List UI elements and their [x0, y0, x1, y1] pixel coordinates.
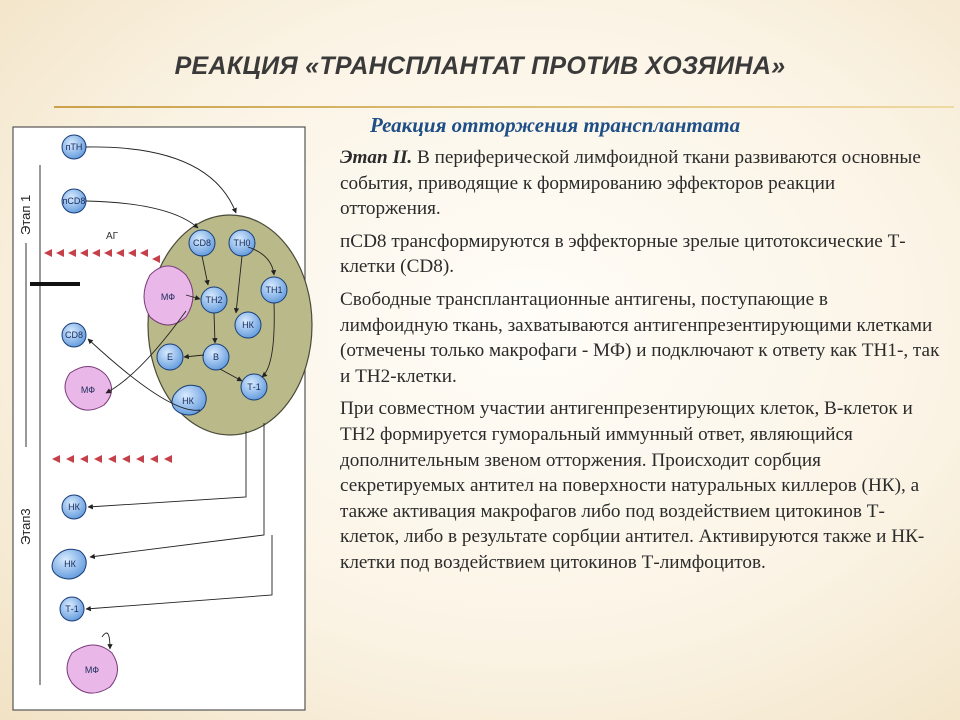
cell-label: ТН2 [205, 295, 223, 305]
cell-node-cd8 [189, 230, 215, 256]
cell-node-th0 [229, 230, 255, 256]
cell-label: Т-1 [65, 604, 79, 614]
paragraph-text: При совместном участии антигенпрезентирующих клеток, В-клеток и ТН2 формируется гуморальный иммунный ответ, являющийся дополнительным звеном отторжения. Происходит сорбция секретируемых антител на поверхности натуральных киллеров (НК), а также активация макрофагов либо под воздействием цитокинов Т-клеток, либо в результате сорбции антител. Активируются также и НК-клетки под воздействием цитокинов Т-лимфоцитов. [340, 398, 925, 573]
paragraph-cd8 [340, 229, 940, 280]
paragraph-text: В периферической лимфоидной ткани развиваются основные события, приводящие к формированию эффекторов реакции отторжения. [340, 147, 921, 220]
body-text [340, 145, 940, 583]
cell-label: НК [64, 559, 76, 569]
antigen-label: АГ [106, 231, 119, 242]
cell-label: CD8 [192, 238, 212, 248]
title-divider [54, 106, 954, 108]
cell-label: МФ [84, 665, 100, 675]
paragraph-text: пCD8 трансформируются в эффекторные зрелые цитотоксические Т-клетки (CD8). [340, 230, 906, 278]
cell-label: НК [68, 502, 80, 512]
cell-left-pcd8 [62, 189, 86, 213]
cell-label: В [212, 352, 220, 362]
immune-diagram [10, 125, 320, 715]
cell-node-e [157, 344, 183, 370]
cell-label: НК [242, 320, 254, 330]
cell-left-thn [62, 135, 86, 159]
cell-label: ТН0 [233, 238, 251, 248]
cell-label: Е [166, 352, 174, 362]
cell-label: ТН1 [265, 285, 283, 295]
cell-left-cd8 [62, 323, 86, 347]
cell-label: CD8 [64, 330, 84, 340]
paragraph-antigens [340, 287, 940, 389]
stage-label-3: Этап3 [18, 508, 33, 545]
cell-label: МФ [80, 385, 96, 395]
slide-subtitle: Реакция отторжения трансплантата [370, 113, 741, 137]
cell-node-nk [235, 312, 261, 338]
cell-left-t1 [60, 597, 84, 621]
paragraph-humoral [340, 396, 940, 575]
cell-left-nk-1 [62, 495, 86, 519]
cell-left-macrophage-2 [67, 645, 118, 693]
stage-lead: Этап II. [340, 147, 413, 168]
paragraph-stage-2 [340, 145, 940, 222]
cell-node-t1 [241, 374, 267, 400]
cell-node-b [203, 344, 229, 370]
cell-node-th2 [201, 287, 227, 313]
stage-label-1: Этап 1 [18, 194, 33, 235]
paragraph-text: Свободные трансплантационные антигены, поступающие в лимфоидную ткань, захватываются антигенпрезентирующими клетками (отмечены только макрофаги - МФ) и подключают к ответу как ТН1-, так и ТН2-клетки. [340, 288, 940, 387]
cell-label: Т-1 [247, 382, 261, 392]
cell-left-macrophage [65, 366, 112, 410]
slide-title: РЕАКЦИЯ «ТРАНСПЛАНТАТ ПРОТИВ ХОЗЯИНА» [174, 52, 786, 80]
cell-macrophage-node [144, 266, 193, 325]
cell-label: пCD8 [62, 196, 86, 206]
cell-node-th1 [261, 277, 287, 303]
cell-label: НК [182, 396, 194, 406]
cell-label: пТН [65, 142, 83, 152]
cell-label: МФ [160, 292, 176, 302]
